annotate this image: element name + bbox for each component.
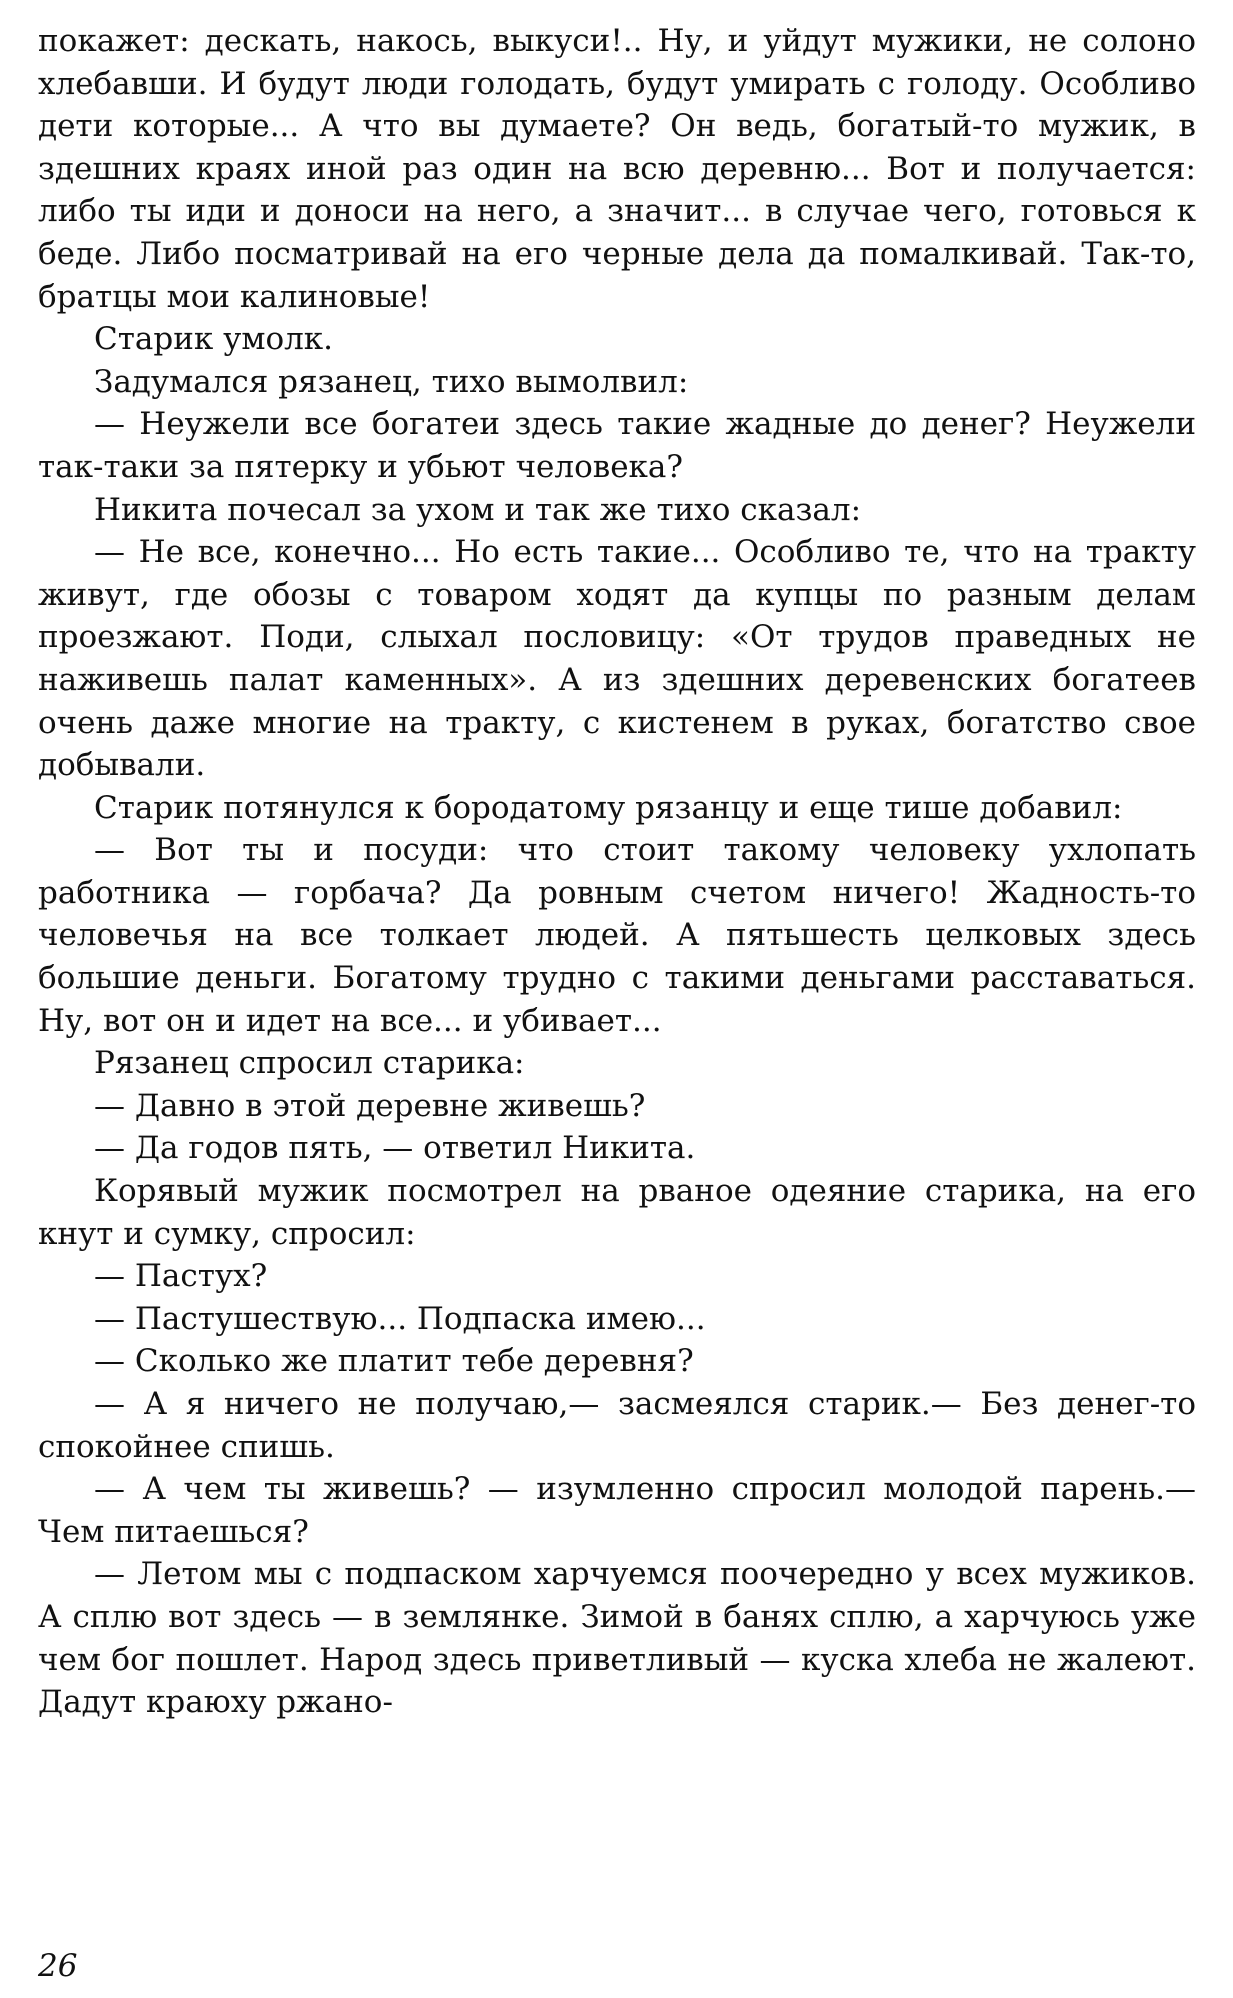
- paragraph: Старик умолк.: [94, 321, 334, 358]
- paragraph-continued: покажет: дескать, накось, выкуси!.. Ну, и уйдут мужики, не солоно хлебавши. И будут люди голодать, будут умирать с голоду. Особливо дети которые... А что вы думаете? Он ведь, богатый-то мужик, в здешних краях иной раз один на всю деревню... Вот и получается: либо ты иди и доноси на него, а значит... в случае чего, готовься к беде. Либо посматривай на его черные дела да помалкивай. Так-то, братцы мои калиновые!: [38, 23, 1196, 315]
- dialogue-line: — Да годов пять, — ответил Никита.: [94, 1130, 696, 1167]
- dialogue-line: — Не все, конечно... Но есть такие... Особливо те, что на тракту живут, где обозы с товаром ходят да купцы по разным делам проезжают. Поди, слыхал пословицу: «От трудов праведных не наживешь палат каменных». А из здешних деревенских богатеев очень даже многие на тракту, с кистенем в руках, богатство свое добывали.: [38, 534, 1196, 784]
- dialogue-line: — А я ничего не получаю,— засмеялся старик.— Без денег-то спокойнее спишь.: [38, 1386, 1196, 1465]
- page-body: [38, 20, 1196, 1724]
- dialogue-line: — Вот ты и посуди: что стоит такому человеку ухлопать работника — горбача? Да ровным счетом ничего! Жадность-то человечья на все толкает людей. А пятьшесть целковых здесь большие деньги. Богатому трудно с такими деньгами расставаться. Ну, вот он и идет на все... и убивает...: [38, 832, 1196, 1039]
- dialogue-line: — А чем ты живешь? — изумленно спросил молодой парень.— Чем питаешься?: [38, 1471, 1196, 1550]
- paragraph: Старик потянулся к бородатому рязанцу и еще тише добавил:: [94, 789, 1123, 826]
- dialogue-line: — Сколько же платит тебе деревня?: [94, 1343, 694, 1380]
- dialogue-line: — Пастух?: [94, 1258, 268, 1295]
- dialogue-line: — Давно в этой деревне живешь?: [94, 1087, 646, 1124]
- dialogue-line: — Неужели все богатеи здесь такие жадные до денег? Неужели так-таки за пятерку и убьют человека?: [38, 406, 1196, 485]
- paragraph: Никита почесал за ухом и так же тихо сказал:: [94, 491, 862, 528]
- paragraph: Рязанец спросил старика:: [94, 1045, 525, 1082]
- paragraph: Корявый мужик посмотрел на рваное одеяние старика, на его кнут и сумку, спросил:: [38, 1173, 1196, 1252]
- page-number: 26: [38, 1948, 78, 1984]
- dialogue-line: — Летом мы с подпаском харчуемся поочередно у всех мужиков. А сплю вот здесь — в землянке. Зимой в банях сплю, а харчуюсь уже чем бог пошлет. Народ здесь приветливый — куска хлеба не жалеют. Дадут краюху ржано-: [38, 1556, 1196, 1721]
- dialogue-line: — Пастушествую... Подпаска имею...: [94, 1300, 706, 1337]
- paragraph: Задумался рязанец, тихо вымолвил:: [94, 363, 689, 400]
